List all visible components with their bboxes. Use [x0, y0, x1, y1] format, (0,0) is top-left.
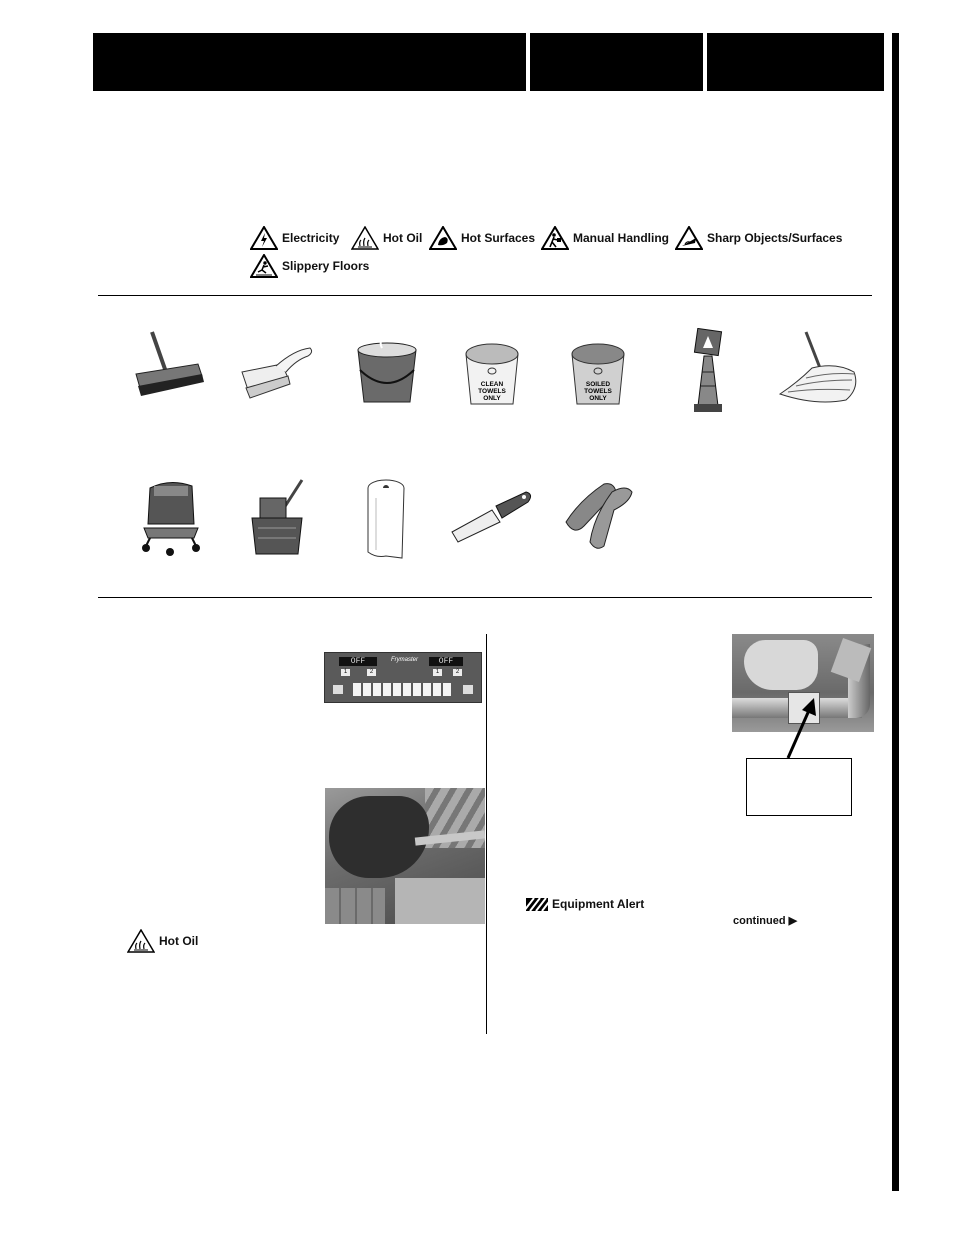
- hazard-manual-handling: Manual Handling: [541, 226, 669, 250]
- controller-display-right: OFF: [429, 657, 463, 666]
- soiled-towels-bucket-icon: [566, 338, 630, 408]
- hot-oil-icon: [127, 929, 155, 953]
- svg-text:ONLY: ONLY: [483, 395, 501, 402]
- header-page-block: [707, 33, 884, 91]
- divider-top: [98, 295, 872, 296]
- svg-text:CLEAN: CLEAN: [480, 381, 504, 388]
- fryer-controller-photo: [324, 652, 482, 703]
- controller-side-key-right[interactable]: [463, 685, 473, 694]
- fryer-door: [395, 878, 485, 924]
- controller-button-1-right[interactable]: 1: [433, 669, 442, 676]
- deck-brush-icon: [128, 328, 208, 402]
- callout-box: [746, 758, 852, 816]
- hazard-hot-surfaces: Hot Surfaces: [429, 226, 535, 250]
- slippery-floors-icon: [250, 254, 278, 278]
- gloves-icon: [560, 476, 640, 552]
- controller-button-1-left[interactable]: 1: [341, 669, 350, 676]
- divider-bottom: [98, 597, 872, 598]
- svg-text:TOWELS: TOWELS: [584, 388, 612, 395]
- controller-display-left: OFF: [339, 657, 377, 666]
- scrub-brush-icon: [238, 342, 316, 402]
- mop-icon: [776, 328, 862, 408]
- step-warning-hot-oil: Hot Oil: [127, 929, 198, 953]
- controller-button-2-right[interactable]: 2: [453, 669, 462, 676]
- sanitizer-bucket-icon: [352, 336, 422, 406]
- svg-text:ONLY: ONLY: [589, 395, 607, 402]
- equipment-alert-icon: [526, 898, 548, 911]
- hazard-sharp-objects: Sharp Objects/Surfaces: [675, 226, 842, 250]
- mop-wringer-bucket-icon: [246, 478, 308, 560]
- controller-brand: Frymaster: [391, 657, 418, 663]
- wet-floor-sign-icon: [688, 328, 728, 414]
- header-section-block: [530, 33, 703, 91]
- svg-text:SOILED: SOILED: [585, 381, 611, 388]
- drain-valve-glove-photo: [325, 788, 485, 924]
- header-title-block: [93, 33, 526, 91]
- hot-oil-icon: [351, 226, 379, 250]
- controller-button-2-left[interactable]: 2: [367, 669, 376, 676]
- manual-handling-icon: [541, 226, 569, 250]
- page-edge-bar: [892, 33, 899, 1191]
- mop-bucket-cart-icon: [136, 478, 206, 558]
- hazard-hot-oil: Hot Oil: [351, 226, 422, 250]
- equipment-alert: Equipment Alert: [526, 897, 644, 911]
- svg-text:TOWELS: TOWELS: [478, 388, 506, 395]
- paper-towel-roll-icon: [362, 478, 412, 562]
- controller-keypad[interactable]: [353, 683, 453, 696]
- scraper-icon: [448, 488, 534, 544]
- column-separator: [486, 634, 487, 1034]
- hazard-electricity: Electricity: [250, 226, 339, 250]
- callout-arrow: [780, 696, 820, 762]
- hand: [744, 640, 818, 690]
- floor-tiles: [325, 888, 385, 924]
- hazard-slippery-floors: Slippery Floors: [250, 254, 369, 278]
- sharp-objects-icon: [675, 226, 703, 250]
- continued-label: continued ▶: [733, 915, 798, 927]
- clean-towels-bucket-icon: [460, 338, 524, 408]
- controller-side-key-left[interactable]: [333, 685, 343, 694]
- hot-surfaces-icon: [429, 226, 457, 250]
- electricity-icon: [250, 226, 278, 250]
